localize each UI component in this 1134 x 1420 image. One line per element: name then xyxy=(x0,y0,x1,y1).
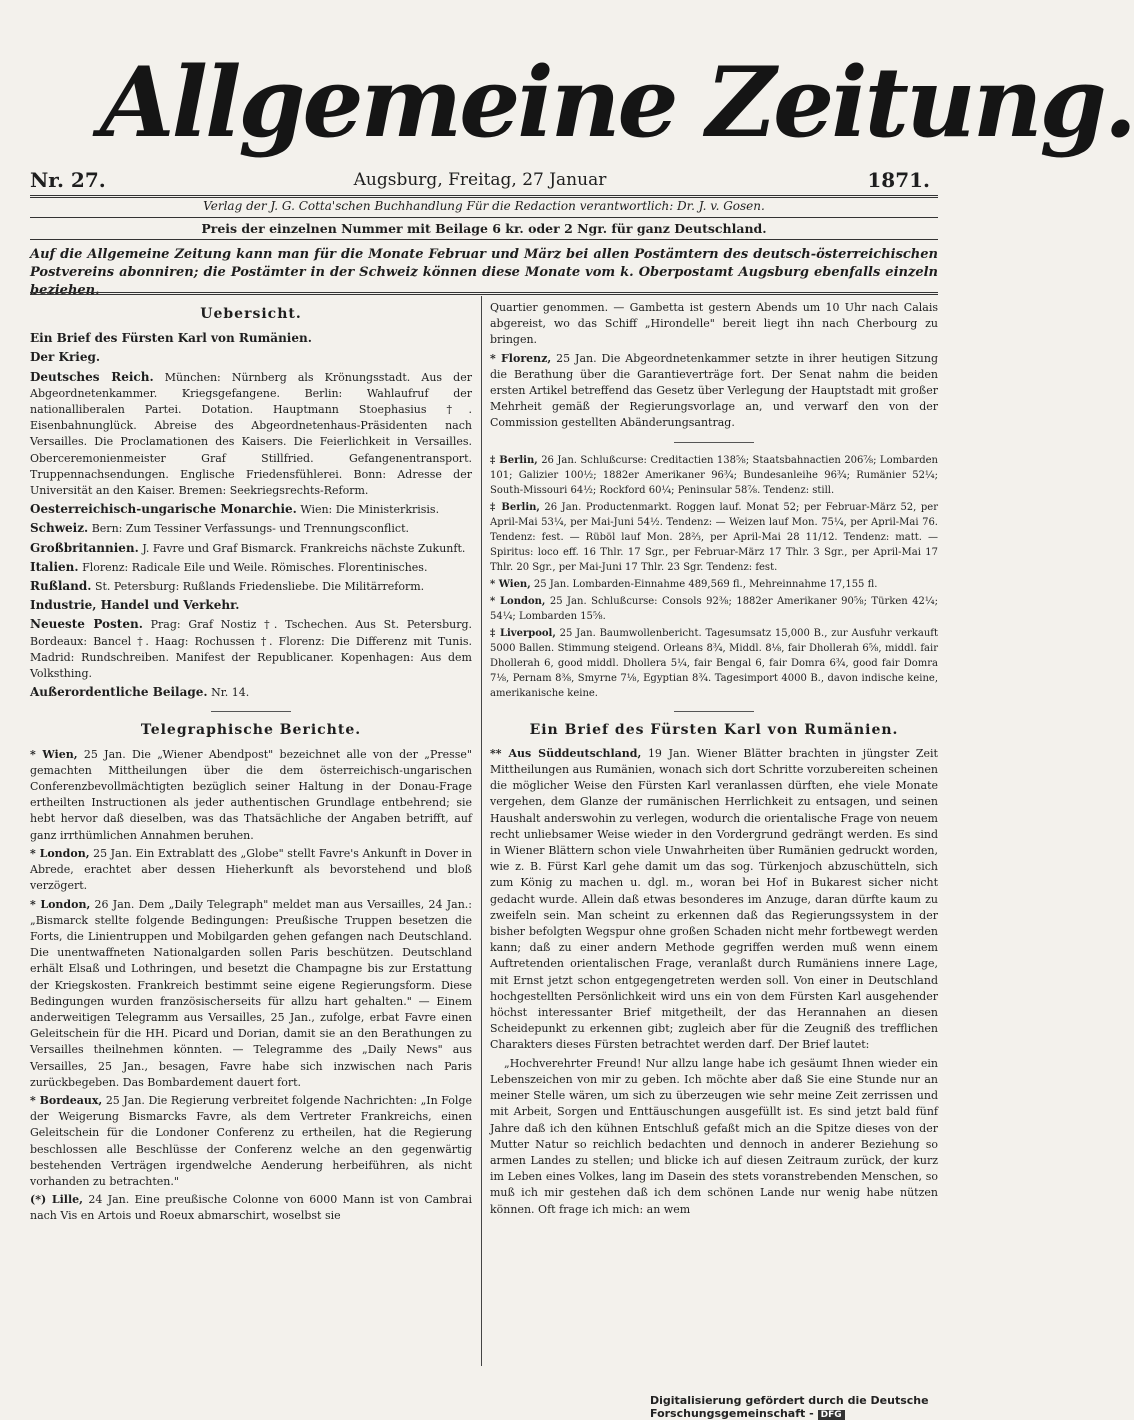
market-item-head: * London, xyxy=(490,595,546,607)
telegraph-item-text: 25 Jan. Die „Wiener Abendpost" bezeichnet alle von der „Presse" gemachten Mittheilungen über die dem österreichisch-ungarischen Conferenzbevollmächtigten bezüglich seiner Haltung in der Donau-Frage ertheilten Instructionen als jeder authentischen Grundlage entbehrend; sie hebt hervor daß dieselben, was das Thatsächliche der Angaben betrifft, auf ganz irrthümlichen Annahmen beruhen. xyxy=(30,747,472,842)
overview-item xyxy=(30,616,472,682)
market-item-text: 25 Jan. Schlußcurse: Consols 92⅜; 1882er Amerikaner 90⅝; Türken 42¼; 54¼; Lombarden 15⅝. xyxy=(490,595,938,622)
letter-text: 19 Jan. Wiener Blätter brachten in jüngster Zeit Mittheilungen aus Rumänien, wonach sich dort Schritte vorzubereiten scheinen die möglicher Weise den Fürsten Karl veranlassen dürften, ehe viele Monate vergehen, dem Glanze der rumänischen Herrlichkeit zu entsagen, und seinen Haushalt anderswohin zu verlegen, wodurch die orientalische Frage von neuem recht unliebsamer Weise wieder in den Vordergrund gedrängt werden. Es sind in Wiener Blättern schon viele Unwahrheiten über Rumänien gedruckt worden, wie z. B. Fürst Karl gehe damit um das sog. Türkenjoch abzuschütteln, sich zum König zu machen u. dgl. m., woran bei Hof in Bukarest sicher nicht gedacht wurde. Allein daß etwas besonderes im Anzuge, daran dürfte kaum zu zweifeln sein. Man scheint zu erkennen daß das Regierungssystem in der bisher befolgten Wegspur ohne großen Schaden nicht mehr fortbewegt werden kann; daß zu einer andern Methode gegriffen werden muß wenn einem Auftretenden orientalischen Frage, veranlaßt durch Rumäniens innere Lage, mit Ernst jetzt schon entgegengetreten werden soll. Von einer in Deutschland hochgestellten Persönlichkeit wird uns ein von dem Fürsten Karl ausgehender höchst interessanter Brief mitgetheilt, der das Herannahen an diesen Scheidepunkt zu erkennen gibt; zugleich aber für die Zeugniß des trefflichen Charakters dieses Fürsten betrachtet werden darf. Der Brief lautet: xyxy=(490,746,938,1052)
column-divider xyxy=(481,296,482,1366)
overview-item-text: Florenz: Radicale Eile und Weile. Römisches. Florentinisches. xyxy=(82,560,428,574)
market-item xyxy=(490,577,938,592)
telegraph-item-head: * London, xyxy=(30,846,90,860)
market-item xyxy=(490,626,938,701)
rule-top xyxy=(30,195,938,198)
right-column xyxy=(490,300,938,1380)
market-item-text: 26 Jan. Productenmarkt. Roggen lauf. Monat 52; per Februar-März 52, per April-Mai 53¼, per Mai-Juni 54½. Tendenz: — Weizen lauf Mon. 75¼, per April-Mai 76. Tendenz: fest. — Rüböl lauf Mon. 28⅔, per April-Mai 28 11/12. Tendenz: matt. — Spiritus: loco eff. 16 Thlr. 17 Sgr., per Februar-März 17 Thlr. 3 Sgr., per April-Mai 17 Thlr. 20 Sgr., per Mai-Juni 17 Thlr. 23 Sgr. Tendenz: fest. xyxy=(490,501,938,573)
overview-item-text: St. Petersburg: Rußlands Friedensliebe. Die Militärreform. xyxy=(94,580,425,594)
telegraph-item xyxy=(30,897,472,1091)
overview-item-head: Oesterreichisch-ungarische Monarchie. xyxy=(30,502,297,517)
market-item-text: 25 Jan. Lombarden-Einnahme 489,569 fl., Mehreinnahme 17,155 fl. xyxy=(533,578,878,590)
overview-item xyxy=(30,684,472,701)
florenz-text: 25 Jan. Die Abgeordnetenkammer setzte in ihrer heutigen Sitzung die Berathung über die Garantieverträge fort. Der Senat nahm die beiden ersten Artikel betreffend das Gesetz über Verlegung der Hauptstadt mit großer Mehrheit gemäß der Regierungsvorlage an, und verwarf den von der Commission gestellten Abänderungsantrag. xyxy=(490,351,939,430)
market-reports xyxy=(490,453,938,701)
telegraph-list xyxy=(30,747,472,1225)
overview-item-head: Neueste Posten. xyxy=(30,617,143,632)
overview-item xyxy=(30,578,472,595)
subscription-notice: Auf die Allgemeine Zeitung kann man für die Monate Februar und März bei allen Postämtern des deutsch-österreichischen Postvereins abonniren; die Postämter in der Schweiz können diese Monate vom k. Oberpostamt Augsburg ebenfalls einzeln beziehen. xyxy=(30,247,938,298)
telegraph-item xyxy=(30,747,472,844)
overview-item xyxy=(30,369,472,500)
telegraph-item xyxy=(30,1192,472,1224)
market-item-text: 26 Jan. Schlußcurse: Creditactien 138⅝; Staatsbahnactien 206⅞; Lombarden 101; Galizier 100½; 1882er Amerikaner 96¾; Bundesanleihe 96¾; Rumänier 52¼; South-Missouri 64½; Rockford 60¼; Peninsular 58⅞. Tendenz: still. xyxy=(490,454,938,496)
overview-item-head: Industrie, Handel und Verkehr. xyxy=(30,598,240,613)
florenz-head: * Florenz, xyxy=(490,351,552,365)
telegraph-item-head: * Wien, xyxy=(30,747,78,761)
issue-number: Nr. 27. xyxy=(30,168,106,192)
overview-item-text: Bern: Zum Tessiner Verfassungs- und Trennungsconflict. xyxy=(91,522,409,536)
overview-item xyxy=(30,559,472,576)
market-item-head: ‡ Berlin, xyxy=(490,454,538,466)
overview-item-head: Der Krieg. xyxy=(30,350,101,365)
letter-heading: Ein Brief des Fürsten Karl von Rumänien. xyxy=(529,721,899,738)
market-item xyxy=(490,500,938,575)
separator xyxy=(211,711,291,712)
overview-item xyxy=(30,540,472,557)
telegraph-item xyxy=(30,846,472,895)
dateline xyxy=(30,168,930,194)
market-item-head: * Wien, xyxy=(490,578,531,590)
overview-item-text: Prag: Graf Nostiz †. Tschechen. Aus St. Petersburg. Bordeaux: Bancel †. Haag: Rochussen †. Florenz: Die Differenz mit Tunis. Madrid: Rundschreiben. Manifest der Republicaner. Kopenhagen: Aus dem Volksthing. xyxy=(30,618,473,681)
telegraph-item-head: * London, xyxy=(30,897,91,911)
market-item-head: ‡ Liverpool, xyxy=(490,627,556,639)
letter-intro xyxy=(490,746,938,1054)
overview-item xyxy=(30,501,472,518)
market-item-head: ‡ Berlin, xyxy=(490,501,540,513)
left-column xyxy=(30,300,472,1380)
overview-item-head: Außerordentliche Beilage. xyxy=(30,685,208,700)
telegraph-item-head: (*) Lille, xyxy=(30,1193,83,1207)
overview-item xyxy=(30,349,472,366)
credit-text: Digitalisierung gefördert durch die Deutsche Forschungsgemeinschaft - xyxy=(650,1394,929,1420)
digitization-credit xyxy=(650,1394,1000,1420)
market-item xyxy=(490,594,938,624)
overview-item-text: Nr. 14. xyxy=(211,686,250,700)
price-line: Preis der einzelnen Nummer mit Beilage 6 kr. oder 2 Ngr. für ganz Deutschland. xyxy=(201,221,767,236)
telegraph-item-text: 24 Jan. Eine preußische Colonne von 6000 Mann ist von Cambrai nach Vis en Artois und Roeux abmarschirt, woselbst sie xyxy=(30,1193,472,1223)
telegraph-item xyxy=(30,1093,472,1190)
rule-mid xyxy=(30,217,938,218)
letter-head: ** Aus Süddeutschland, xyxy=(490,746,642,760)
overview-heading: Uebersicht. xyxy=(200,306,302,322)
overview-item-head: Ein Brief des Fürsten Karl von Rumänien. xyxy=(30,331,312,346)
overview-item xyxy=(30,520,472,537)
dfg-logo: DFG xyxy=(818,1410,845,1420)
market-item xyxy=(490,453,938,498)
overview-list xyxy=(30,330,472,701)
overview-item-text: Wien: Die Ministerkrisis. xyxy=(300,503,440,517)
overview-item-head: Rußland. xyxy=(30,579,92,594)
place-date: Augsburg, Freitag, 27 Januar xyxy=(353,170,607,190)
paris-report-end: Quartier genommen. — Gambetta ist gestern Abends um 10 Uhr nach Calais abgereist, wo das Schiff „Hirondelle" bereit liegt ihn nach Cherbourg zu bringen. xyxy=(490,301,938,347)
telegraph-item-head: * Bordeaux, xyxy=(30,1093,103,1107)
issue-year: 1871. xyxy=(867,168,930,192)
separator xyxy=(674,711,754,712)
overview-item xyxy=(30,597,472,614)
overview-item-head: Italien. xyxy=(30,559,79,574)
overview-item xyxy=(30,330,472,347)
masthead-title: Allgemeine Zeitung. xyxy=(100,46,1134,159)
overview-item-text: München: Nürnberg als Krönungsstadt. Aus der Abgeordnetenkammer. Kriegsgefangene. Berlin: Wahlaufruf der nationalliberalen Partei. Dotation. Hauptmann Stoephasius †. Eisenbahnunglück. Abreise des Abgeordnetenhaus-Präsidenten nach Versailles. Die Proclamationen des Kaisers. Die Feierlichkeit in Versailles. Oberceremonienmeister Graf Stillfried. Gefangenentransport. Truppennachsendungen. Englische Friedensfühlerei. Bonn: Adresse der Universität an den Kaiser. Bremen: Seekriegsrechts-Reform. xyxy=(30,370,472,498)
separator xyxy=(674,442,754,443)
overview-item-head: Großbritannien. xyxy=(30,540,139,555)
telegraph-heading: Telegraphische Berichte. xyxy=(140,722,362,739)
florenz-report xyxy=(490,351,938,432)
rule-price xyxy=(30,239,938,240)
telegraph-item-text: 25 Jan. Ein Extrablatt des „Globe" stellt Favre's Ankunft in Dover in Abrede, erachtet aber dessen Hieherkunft als bevorstehend und bloß verzögert. xyxy=(30,846,472,893)
publisher-line: Verlag der J. G. Cotta'schen Buchhandlung Für die Redaction verantwortlich: Dr. J. v. Gosen. xyxy=(203,199,765,213)
letter-quote: „Hochverehrter Freund! Nur allzu lange habe ich gesäumt Ihnen wieder ein Lebenszeichen von mir zu geben. Ich möchte aber daß Sie eine Stunde nur an meiner Stelle wären, um sich zu überzeugen wie sehr meine Zeit zerrissen und mit Arbeit, Sorgen und Enttäuschungen ausgefüllt ist. Es sind jetzt bald fünf Jahre daß ich den kühnen Entschluß gefaßt mich an die Spitze dieses von der Mutter Natur so reichlich bedachten und dennoch in anderer Beziehung so armen Landes zu stellen; und blicke ich auf diesen Zeitraum zurück, der kurz im Leben eines Volkes, lang im Dasein des stets voranstrebenden Menschen, so muß ich mir gestehen daß ich dem schönen Lande nur wenig habe nützen können. Oft frage ich mich: an wem xyxy=(490,1056,938,1216)
rule-notice xyxy=(30,292,938,295)
overview-item-head: Schweiz. xyxy=(30,521,89,536)
overview-item-text: J. Favre und Graf Bismarck. Frankreichs nächste Zukunft. xyxy=(142,541,466,555)
telegraph-item-text: 25 Jan. Die Regierung verbreitet folgende Nachrichten: „In Folge der Weigerung Bismarcks Favre, als dem Vertreter Frankreichs, einen Geleitschein für die Londoner Conferenz zu ertheilen, hat die Regierung beschlossen alle Beschlüsse der Conferenz welche an den gegenwärtig bestehenden Verträgen irgendwelche Aenderung herbeiführen, als nicht vorhanden zu betrachten." xyxy=(30,1093,472,1188)
telegraph-item-text: 26 Jan. Dem „Daily Telegraph" meldet man aus Versailles, 24 Jan.: „Bismarck stellte folgende Bedingungen: Preußische Truppen besetzen die Forts, die Linientruppen und Mobilgarden gehen gefangen nach Deutschland. Die unentwaffneten Nationalgarden sollen Paris beschützen. Deutschland erhält Elsaß und Lothringen, und besetzt die Champagne bis zur Erstattung der Kriegskosten. Frankreich bestimmt seine eigene Regierungsform. Diese Bedingungen wurden französischerseits für allzu hart gehalten." — Einem anderweitigen Telegramm aus Versailles, 25 Jan., zufolge, erbat Favre einen Geleitschein für die HH. Picard und Dorian, damit sie an den Berathungen zu Versailles theilnehmen könnten. — Telegramme des „Daily News" aus Versailles, 25 Jan., besagen, Favre habe sich inzwischen nach Paris zurückbegeben. Das Bombardement dauert fort. xyxy=(30,897,472,1089)
overview-item-head: Deutsches Reich. xyxy=(30,369,154,384)
market-item-text: 25 Jan. Baumwollenbericht. Tagesumsatz 15,000 B., zur Ausfuhr verkauft 5000 Ballen. Stimmung steigend. Orleans 8¾, Middl. 8⅛, fair Dhollerah 6⅝, middl. fair Dhollerah 6, good middl. Dhollera 5¼, fair Bengal 6, fair Domra 6¾, good fair Domra 7⅛, Pernam 8⅜, Smyrne 7⅛, Egyptian 8¾. Tagesimport 4000 B., davon indische keine, amerikanische keine. xyxy=(490,627,938,699)
